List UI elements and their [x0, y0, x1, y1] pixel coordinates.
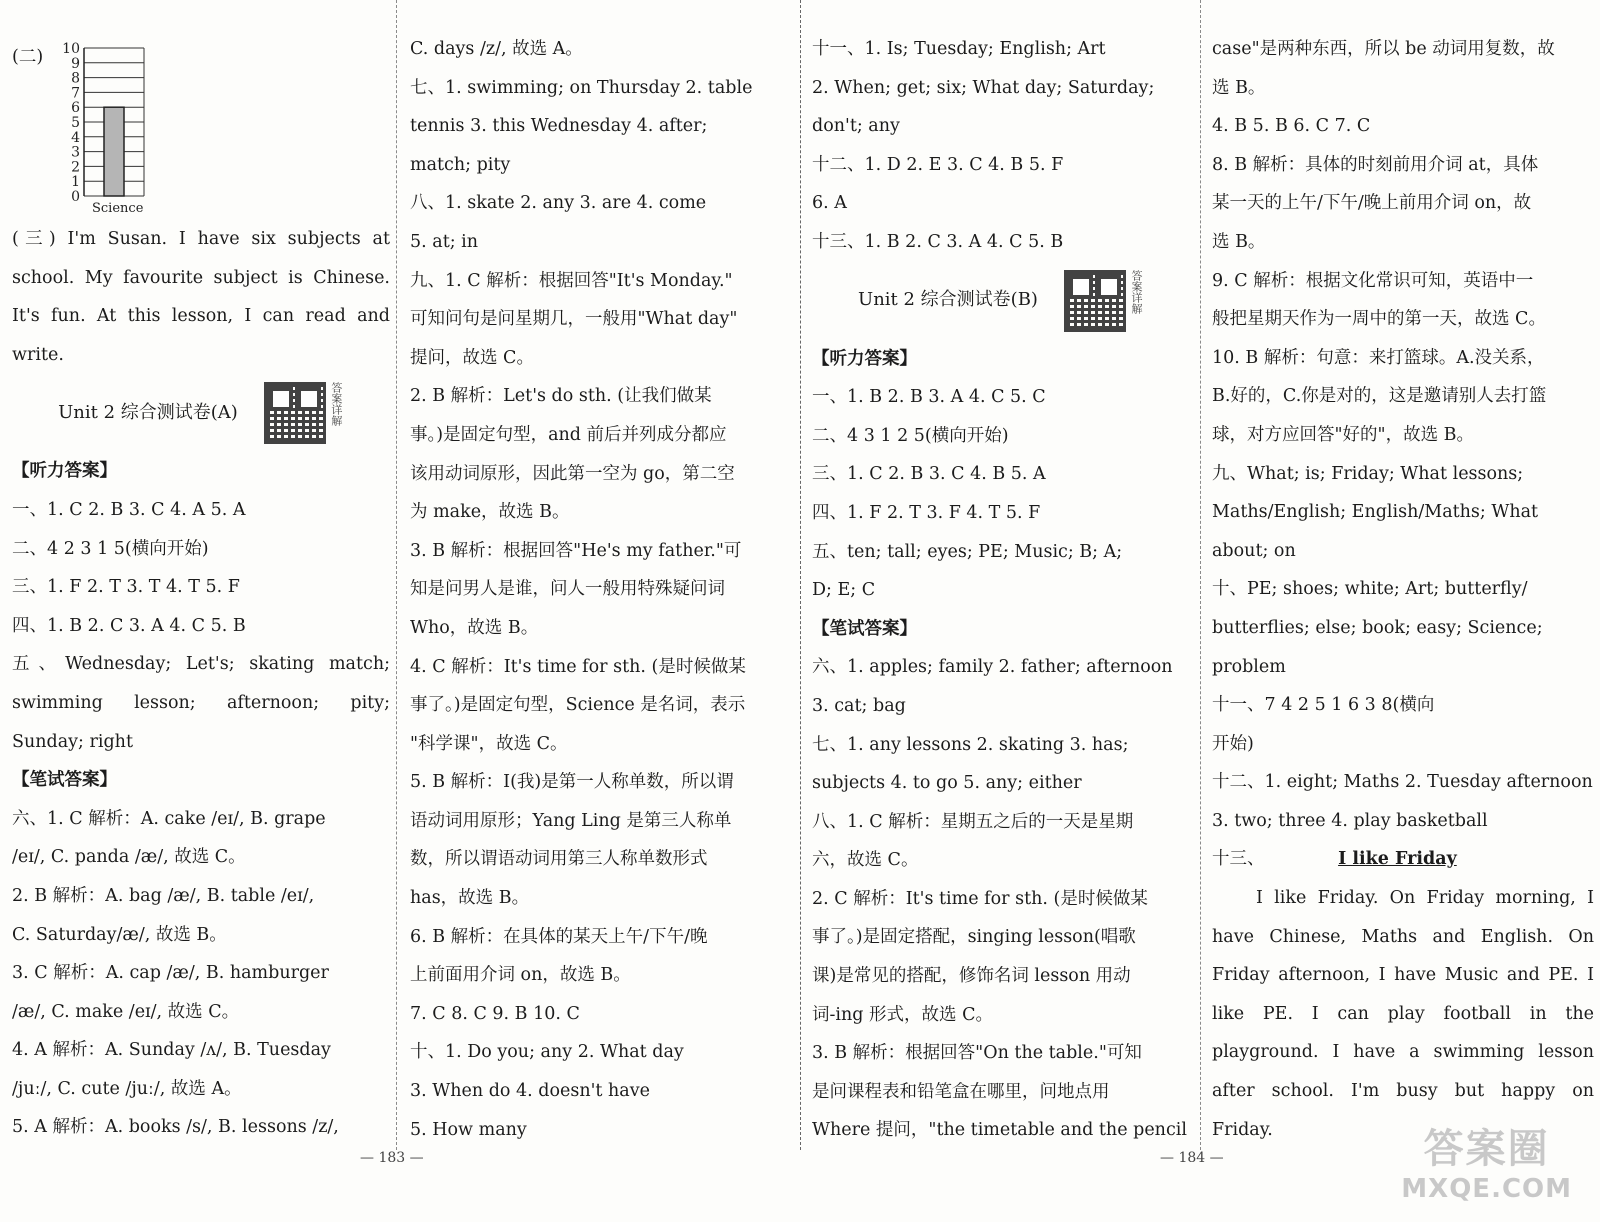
- answer-line: Who，故选 B。: [410, 617, 539, 638]
- essay-title-row: [1212, 840, 1594, 879]
- answer-line: 7. C 8. C 9. B 10. C: [410, 1003, 580, 1024]
- unit-b-header: [812, 262, 1190, 340]
- answer-line: /eɪ/, C. panda /æ/, 故选 C。: [12, 847, 246, 868]
- paragraph-line: It's fun. At this lesson, I can read and: [12, 306, 390, 327]
- listening-heading: 【听力答案】: [12, 461, 117, 482]
- answer-line: C. days /z/, 故选 A。: [410, 39, 583, 59]
- answer-line: 6. A: [812, 193, 847, 214]
- answer-line: 十二、1. D 2. E 3. C 4. B 5. F: [812, 154, 1064, 175]
- column-4: [1212, 30, 1594, 1149]
- page-divider: [800, 0, 801, 1150]
- essay-label: 十三、: [1212, 849, 1265, 870]
- answer-line: 10. B 解析：句意：来打篮球。A.没关系，: [1212, 347, 1545, 368]
- answer-line: 为 make，故选 B。: [410, 502, 570, 523]
- answer-line: 九、1. C 解析：根据回答"It's Monday.": [410, 270, 733, 291]
- answer-line: 十三、1. B 2. C 3. A 4. C 5. B: [812, 231, 1064, 252]
- column-1: [12, 30, 390, 1147]
- answer-line: /juː/, C. cute /juː/, 故选 A。: [12, 1078, 242, 1099]
- answer-line: 8. B 解析：具体的时刻前用介词 at，具体: [1212, 154, 1539, 175]
- answer-lines-top: [812, 30, 1190, 262]
- answer-line: "科学课"，故选 C。: [410, 733, 568, 754]
- qr-note: 答案详解: [1129, 269, 1143, 314]
- answer-line: 十、1. Do you; any 2. What day: [410, 1042, 684, 1063]
- answer-line: C. Saturday/æ/, 故选 B。: [12, 924, 227, 945]
- essay-line: playground. I have a swimming lesson: [1212, 1042, 1594, 1063]
- unit-a-title: Unit 2 综合测试卷(A): [58, 402, 238, 424]
- qr-code-icon[interactable]: [1064, 270, 1126, 332]
- answer-line: subjects 4. to go 5. any; either: [812, 773, 1082, 794]
- answer-line: 一、1. C 2. B 3. C 4. A 5. A: [12, 499, 246, 520]
- answer-line: tennis 3. this Wednesday 4. after;: [410, 116, 708, 137]
- answer-line: 般把星期天作为一周中的第一天，故选 C。: [1212, 309, 1546, 330]
- x-tick-label: Science: [92, 201, 144, 216]
- answer-line: 2. B 解析：Let's do sth. (让我们做某: [410, 386, 712, 407]
- y-tick-label: 2: [71, 159, 80, 176]
- answer-line: 六，故选 C。: [812, 850, 919, 871]
- y-tick-label: 7: [71, 85, 80, 102]
- answer-line: 2. B 解析：A. bag /æ/, B. table /eɪ/,: [12, 885, 315, 906]
- paragraph-line: school. My favourite subject is Chinese.: [12, 267, 390, 288]
- column-3: [812, 30, 1190, 1150]
- essay-line: Friday afternoon, I have Music and PE. I: [1212, 965, 1594, 986]
- answer-line: 数，所以谓语动词用第三人称单数形式: [410, 849, 708, 870]
- essay-title: I like Friday: [1338, 849, 1457, 870]
- y-tick-label: 6: [71, 100, 80, 117]
- answer-line: swimming lesson; afternoon; pity;: [12, 692, 390, 713]
- watermark: [1401, 1117, 1572, 1204]
- bar-science: [104, 107, 124, 196]
- bar-chart: [54, 30, 204, 220]
- answer-line: 4. C 解析：It's time for sth. (是时候做某: [410, 656, 746, 677]
- answer-line: 提问，故选 C。: [410, 347, 534, 368]
- y-tick-label: 9: [71, 55, 80, 72]
- unit-b-title: Unit 2 综合测试卷(B): [858, 289, 1038, 311]
- answer-line: 四、1. B 2. C 3. A 4. C 5. B: [12, 615, 246, 636]
- answer-line: 4. B 5. B 6. C 7. C: [1212, 116, 1371, 137]
- answer-line: 3. B 解析：根据回答"He's my father."可: [410, 540, 742, 561]
- answer-line: 三、1. C 2. B 3. C 4. B 5. A: [812, 464, 1046, 485]
- answer-line: 5. How many: [410, 1119, 527, 1140]
- answer-line: 该用动词原形，因此第一空为 go，第二空: [410, 463, 735, 484]
- column-divider: [396, 0, 397, 1150]
- answer-line: /æ/, C. make /eɪ/, 故选 C。: [12, 1001, 240, 1022]
- answer-line: 2. C 解析：It's time for sth. (是时候做某: [812, 888, 1148, 909]
- answer-line: 八、1. skate 2. any 3. are 4. come: [410, 193, 707, 214]
- listening-heading: 【听力答案】: [812, 348, 917, 369]
- essay-line: I like Friday. On Friday morning, I: [1256, 888, 1594, 909]
- y-tick-label: 1: [71, 174, 80, 191]
- column-2: [410, 30, 794, 1149]
- answer-line: 选 B。: [1212, 77, 1266, 98]
- column-divider: [1200, 0, 1201, 1150]
- answer-line: 五、ten; tall; eyes; PE; Music; B; A;: [812, 541, 1123, 562]
- answer-line: 3. When do 4. doesn't have: [410, 1081, 650, 1102]
- qr-note: 答案详解: [329, 382, 343, 427]
- answer-line: 4. A 解析：A. Sunday /ʌ/, B. Tuesday: [12, 1040, 331, 1061]
- y-tick-label: 0: [71, 189, 80, 205]
- answer-line: 6. B 解析：在具体的某天上午/下午/晚: [410, 926, 708, 947]
- y-tick-label: 5: [71, 115, 80, 131]
- answer-line: 十一、1. Is; Tuesday; English; Art: [812, 39, 1106, 59]
- answer-line: 上前面用介词 on，故选 B。: [410, 965, 631, 986]
- answer-line: 四、1. F 2. T 3. F 4. T 5. F: [812, 502, 1041, 523]
- paragraph-3: [12, 220, 390, 374]
- essay-line: like PE. I can play football in the: [1212, 1003, 1594, 1024]
- essay-line: have Chinese, Maths and English. On: [1212, 926, 1594, 947]
- answer-line: 某一天的上午/下午/晚上前用介词 on，故: [1212, 193, 1532, 214]
- answer-line: 是问课程表和铅笔盒在哪里，问地点用: [812, 1081, 1110, 1102]
- written-answers: [812, 648, 1190, 1150]
- answer-line: 5. B 解析：I(我)是第一人称单数，所以谓: [410, 772, 734, 793]
- answer-line: 词-ing 形式，故选 C。: [812, 1004, 993, 1025]
- answer-line: 事了。)是固定搭配，singing lesson(唱歌: [812, 927, 1136, 948]
- written-heading: 【笔试答案】: [12, 770, 117, 791]
- answer-line: 9. C 解析：根据文化常识可知，英语中一: [1212, 270, 1534, 291]
- answer-line: Where 提问，"the timetable and the pencil: [812, 1120, 1187, 1141]
- answer-line: 3. C 解析：A. cap /æ/, B. hamburger: [12, 963, 329, 984]
- answer-line: 八、1. C 解析：星期五之后的一天是星期: [812, 811, 1134, 832]
- unit-a-header: [12, 374, 390, 452]
- answer-line: don't; any: [812, 116, 900, 137]
- answer-line: 知是问男人是谁，问人一般用特殊疑问词: [410, 579, 725, 600]
- answer-line: 七、1. swimming; on Thursday 2. table: [410, 77, 753, 98]
- answer-line: 十二、1. eight; Maths 2. Tuesday afternoon: [1212, 772, 1593, 793]
- answer-line: 可知问句是问星期几，一般用"What day": [410, 309, 738, 330]
- y-tick-label: 8: [71, 70, 80, 87]
- answer-line: butterflies; else; book; easy; Science;: [1212, 617, 1543, 638]
- answer-line: 5. A 解析：A. books /s/, B. lessons /z/,: [12, 1117, 339, 1138]
- answer-line: 3. cat; bag: [812, 695, 906, 716]
- answer-line: 十、PE; shoes; white; Art; butterfly/: [1212, 579, 1528, 600]
- y-tick-label: 3: [71, 144, 80, 161]
- written-answers: [12, 800, 390, 1147]
- answer-line: 事。)是固定句型，and 前后并列成分都应: [410, 424, 727, 445]
- answer-line: 七、1. any lessons 2. skating 3. has;: [812, 734, 1129, 755]
- written-heading: 【笔试答案】: [812, 618, 917, 639]
- answer-line: 选 B。: [1212, 231, 1266, 252]
- answer-line: B.好的，C.你是对的，这是邀请别人去打篮: [1212, 386, 1547, 407]
- bar-chart-block: [12, 30, 390, 220]
- page-number-184: — 184 —: [1160, 1150, 1224, 1166]
- answer-line: has，故选 B。: [410, 888, 530, 909]
- answer-line: 2. When; get; six; What day; Saturday;: [812, 77, 1155, 98]
- answer-line: D; E; C: [812, 580, 876, 601]
- essay-line: after school. I'm busy but happy on: [1212, 1081, 1594, 1102]
- answer-line: 课)是常见的搭配，修饰名词 lesson 用动: [812, 966, 1131, 987]
- chart-label: (二): [12, 47, 44, 67]
- page-number-183: — 183 —: [360, 1150, 424, 1166]
- paragraph-line: (三) I'm Susan. I have six subjects at: [12, 229, 390, 249]
- answer-line: 三、1. F 2. T 3. T 4. T 5. F: [12, 577, 240, 598]
- answer-line: 六、1. C 解析：A. cake /eɪ/, B. grape: [12, 808, 326, 829]
- answer-line: match; pity: [410, 154, 511, 175]
- answer-line: problem: [1212, 656, 1286, 677]
- y-tick-label: 4: [71, 129, 80, 146]
- answer-line: Maths/English; English/Maths; What: [1212, 502, 1539, 523]
- answer-line: about; on: [1212, 540, 1296, 561]
- answer-line: 六、1. apples; family 2. father; afternoon: [812, 657, 1173, 678]
- answer-lines: [1212, 30, 1594, 840]
- answer-line: 五、Wednesday; Let's; skating match;: [12, 654, 390, 675]
- essay-body: [1212, 879, 1594, 1149]
- answer-line: case"是两种东西，所以 be 动词用复数，故: [1212, 39, 1555, 59]
- qr-code-icon[interactable]: [264, 382, 326, 444]
- answer-line: 语动词用原形；Yang Ling 是第三人称单: [410, 810, 732, 831]
- y-tick-label: 10: [62, 41, 80, 57]
- answer-line: 开始): [1212, 733, 1254, 754]
- watermark-url: MXQE.COM: [1401, 1174, 1572, 1204]
- answer-line: Sunday; right: [12, 731, 133, 752]
- answer-line: 3. B 解析：根据回答"On the table."可知: [812, 1043, 1142, 1064]
- answer-line: 事了。)是固定句型，Science 是名词，表示: [410, 695, 746, 716]
- paragraph-line: write.: [12, 344, 64, 365]
- answer-lines: [410, 30, 794, 1149]
- answer-line: 九、What; is; Friday; What lessons;: [1212, 463, 1524, 484]
- answer-line: 3. two; three 4. play basketball: [1212, 810, 1488, 831]
- answer-line: 5. at; in: [410, 231, 479, 252]
- answer-line: 二、4 3 1 2 5(横向开始): [812, 425, 1009, 446]
- listening-answers: [12, 491, 390, 761]
- answer-line: 一、1. B 2. B 3. A 4. C 5. C: [812, 387, 1046, 408]
- answer-line: 球，对方应回答"好的"，故选 B。: [1212, 424, 1475, 445]
- answer-line: 二、4 2 3 1 5(横向开始): [12, 538, 209, 559]
- answer-line: 十一、7 4 2 5 1 6 3 8(横向: [1212, 695, 1435, 716]
- listening-answers: [812, 378, 1190, 610]
- essay-line: Friday.: [1212, 1119, 1273, 1140]
- watermark-logo: 答案圈: [1423, 1126, 1550, 1172]
